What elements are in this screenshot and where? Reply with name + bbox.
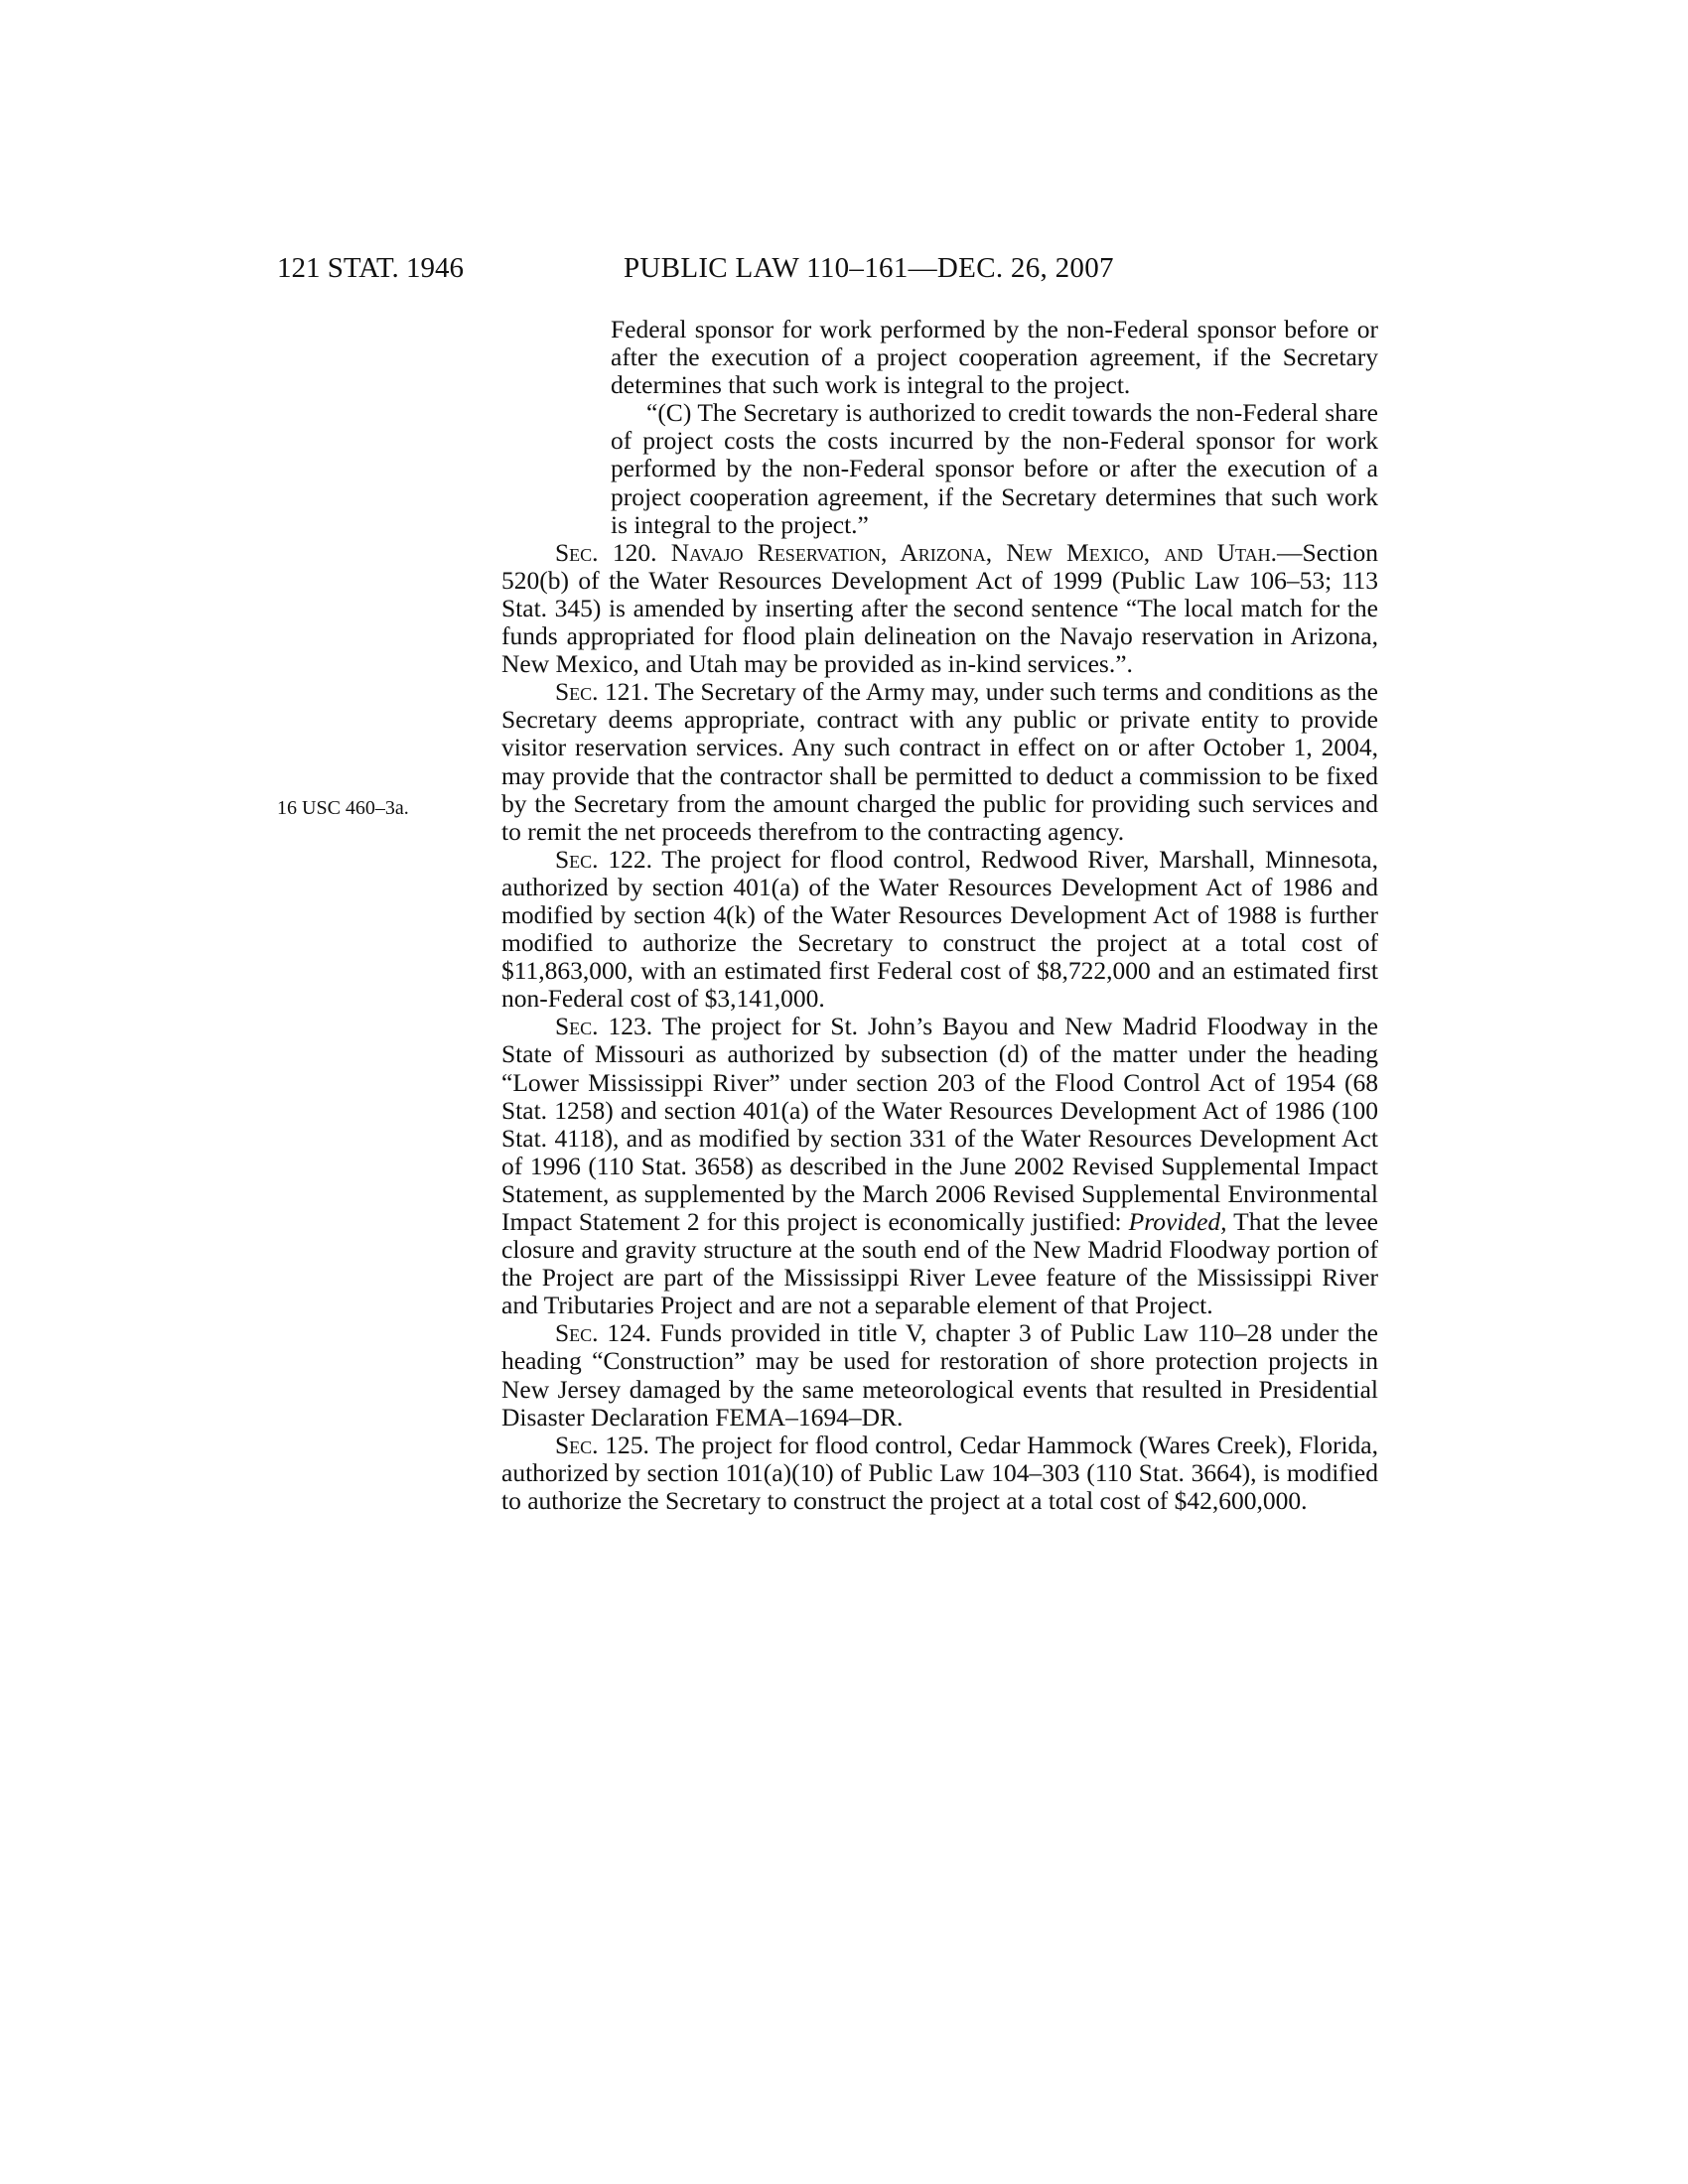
public-law-title: PUBLIC LAW 110–161—DEC. 26, 2007 — [624, 252, 1114, 284]
section-123-label: Sec. 123. — [555, 1012, 653, 1041]
section-123-provided: Provided, — [1128, 1207, 1227, 1236]
section-123 — [501, 1013, 1378, 1319]
section-120 — [501, 539, 1378, 678]
section-124-text: Funds provided in title V, chapter 3 of Public Law 110–28 under the heading “Construction” may be used for restoration of shore protection projects in New Jersey damaged by the same meteorological events that resulted in Presidential Disaster Declaration FEMA–1694–DR. — [501, 1318, 1378, 1432]
section-125-label: Sec. 125. — [555, 1430, 649, 1459]
section-122 — [501, 846, 1378, 1014]
section-121 — [501, 678, 1378, 846]
running-header — [0, 246, 1688, 290]
section-123-text-b: That the levee closure and gravity structure at the south end of the New Madrid Floodway portion of the Project are part of the Mississippi River Levee feature of the Mississippi River and Tributaries Project and are not a separable element of that Project. — [501, 1207, 1378, 1320]
section-121-text: The Secretary of the Army may, under such terms and conditions as the Secretary deems appropriate, contract with any public or private entity to provide visitor reservation services. Any such contract in effect on or after October 1, 2004, may provide that the contractor shall be permitted to deduct a commission to be fixed by the Secretary from the amount charged the public for providing such services and to remit the net proceeds therefrom to the contracting agency. — [501, 677, 1378, 846]
continued-paragraph: Federal sponsor for work performed by the non-Federal sponsor before or after the execution of a project cooperation agreement, if the Secretary determines that such work is integral to the project. — [611, 315, 1378, 400]
section-125-text: The project for flood control, Cedar Hammock (Wares Creek), Florida, authorized by section 101(a)(10) of Public Law 104–303 (110 Stat. 3664), is modified to authorize the Secretary to construct the project at a total cost of $42,600,000. — [501, 1430, 1378, 1515]
section-123-text-a: The project for St. John’s Bayou and New Madrid Floodway in the State of Missouri as authorized by subsection (d) of the matter under the heading “Lower Mississippi River” under section 203 of the Flood Control Act of 1954 (68 Stat. 1258) and section 401(a) of the Water Resources Development Act of 1986 (100 Stat. 4118), and as modified by section 331 of the Water Resources Development Act of 1996 (110 Stat. 3658) as described in the June 2002 Revised Supplemental Impact Statement, as supplemented by the March 2006 Revised Supplemental Environmental Impact Statement 2 for this project is economically justified: — [501, 1012, 1379, 1236]
usc-margin-citation: 16 USC 460–3a. — [277, 797, 409, 819]
section-120-text: —Section 520(b) of the Water Resources Development Act of 1999 (Public Law 106–53; 113 Stat. 345) is amended by inserting after the second sentence “The local match for the funds appropriated for flood plain delineation on the Navajo reservation in Arizona, New Mexico, and Utah may be provided as in-kind services.”. — [501, 537, 1378, 679]
section-120-heading: Navajo Reservation, Arizona, New Mexico, and Utah. — [670, 537, 1277, 567]
statute-body — [501, 316, 1378, 1515]
quoted-subparagraph-c: “(C) The Secretary is authorized to credit towards the non-Federal share of project costs the costs incurred by the non-Federal sponsor for work performed by the non-Federal sponsor before or after the execution of a project cooperation agreement, if the Secretary determines that such work is integral to the project.” — [611, 398, 1378, 539]
section-125 — [501, 1432, 1378, 1515]
section-122-label: Sec. 122. — [555, 844, 652, 874]
section-124-label: Sec. 124. — [555, 1318, 651, 1348]
statute-page-reference: 121 STAT. 1946 — [277, 252, 465, 284]
section-122-text: The project for flood control, Redwood River, Marshall, Minnesota, authorized by section 401(a) of the Water Resources Development Act of 1986 and modified by section 4(k) of the Water Resources Development Act of 1988 is further modified to authorize the Secretary to construct the project at a total cost of $11,863,000, with an estimated first Federal cost of $8,722,000 and an estimated first non-Federal cost of $3,141,000. — [501, 844, 1378, 1014]
section-121-label: Sec. 121. — [555, 677, 649, 707]
section-124 — [501, 1319, 1378, 1431]
section-120-label: Sec. 120. — [555, 537, 657, 567]
